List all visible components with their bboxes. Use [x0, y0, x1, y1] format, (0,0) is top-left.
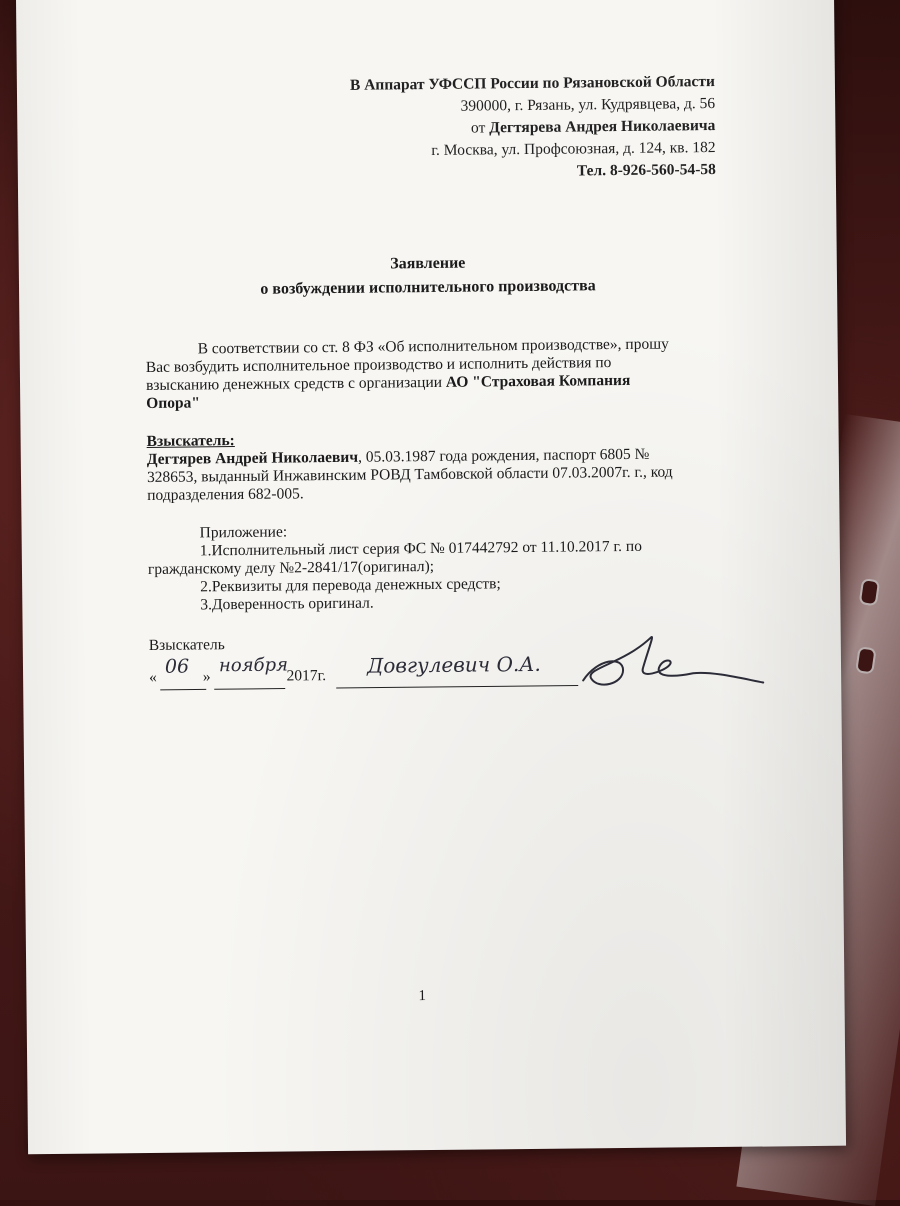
addressee-sender-name: Дегтярева Андрея Николаевича: [489, 117, 715, 136]
claimant-name: Дегтярев Андрей Николаевич: [147, 449, 358, 468]
month-underline: [214, 689, 285, 690]
attachments-heading: Приложение:: [148, 519, 714, 543]
attachment-item-3: 3.Доверенность оригинал.: [148, 591, 714, 615]
addressee-line-4: г. Москва, ул. Профсоюзная, д. 124, кв. 182: [351, 137, 716, 163]
claimant-line-3: подразделения 682-005.: [147, 481, 713, 505]
addressee-phone: Тел. 8-926-560-54-58: [351, 159, 716, 185]
signature-underline: [336, 685, 578, 688]
request-line-2: Вас возбудить исполнительное производство и исполнить действия по: [146, 353, 712, 377]
signature-label: Взыскатель: [149, 631, 715, 655]
claimant-heading: Взыскатель:: [147, 427, 713, 451]
sleeve-hole: [855, 646, 876, 674]
addressee-line-1: В Аппарат УФССП России по Рязановской Области: [350, 71, 715, 97]
handwritten-name: Довгулевич О.А.: [367, 652, 541, 678]
handwritten-day: 06: [165, 656, 189, 678]
sleeve-hole: [859, 578, 880, 606]
addressee-block: [350, 71, 716, 185]
document-page: [16, 0, 846, 1154]
claimant-section: [147, 427, 714, 505]
page-number: 1: [418, 988, 426, 1005]
attachments-section: [148, 519, 715, 615]
attachment-item-2: 2.Реквизиты для перевода денежных средств;: [148, 573, 714, 597]
title-line-2: о возбуждении исполнительного производства: [19, 272, 837, 305]
debtor-organization-cont: Опора": [146, 389, 712, 413]
request-text: взысканию денежных средств с организации: [146, 374, 446, 394]
claimant-line-2: 328653, выданный Инжавинским РОВД Тамбовской области 07.03.2007г. г., код: [147, 463, 713, 487]
addressee-from: от: [471, 119, 489, 136]
request-line-1: В соответствии со ст. 8 ФЗ «Об исполнительном производстве», прошу: [146, 335, 712, 359]
attachment-item-1: 1.Исполнительный лист серия ФС № 017442792 от 11.10.2017 г. по: [148, 537, 714, 561]
claimant-details: , 05.03.1987 года рождения, паспорт 6805 №: [358, 446, 649, 466]
signature-year-suffix: г.: [318, 667, 327, 684]
document-title: [19, 248, 837, 305]
attachment-item-1-cont: гражданскому делу №2-2841/17(оригинал);: [148, 555, 714, 579]
handwritten-month: ноября: [219, 655, 288, 677]
request-paragraph: [146, 335, 713, 413]
signature-year: 2017: [287, 667, 318, 684]
handwritten-signature-mark: [583, 636, 763, 685]
addressee-line-2: 390000, г. Рязань, ул. Кудрявцева, д. 56: [350, 93, 715, 119]
date-quote-close: »: [203, 668, 211, 685]
debtor-organization: АО "Страховая Компания: [446, 372, 631, 391]
title-line-1: Заявление: [19, 248, 837, 281]
date-quote-open: «: [149, 669, 157, 686]
signature-lines: [23, 626, 842, 755]
